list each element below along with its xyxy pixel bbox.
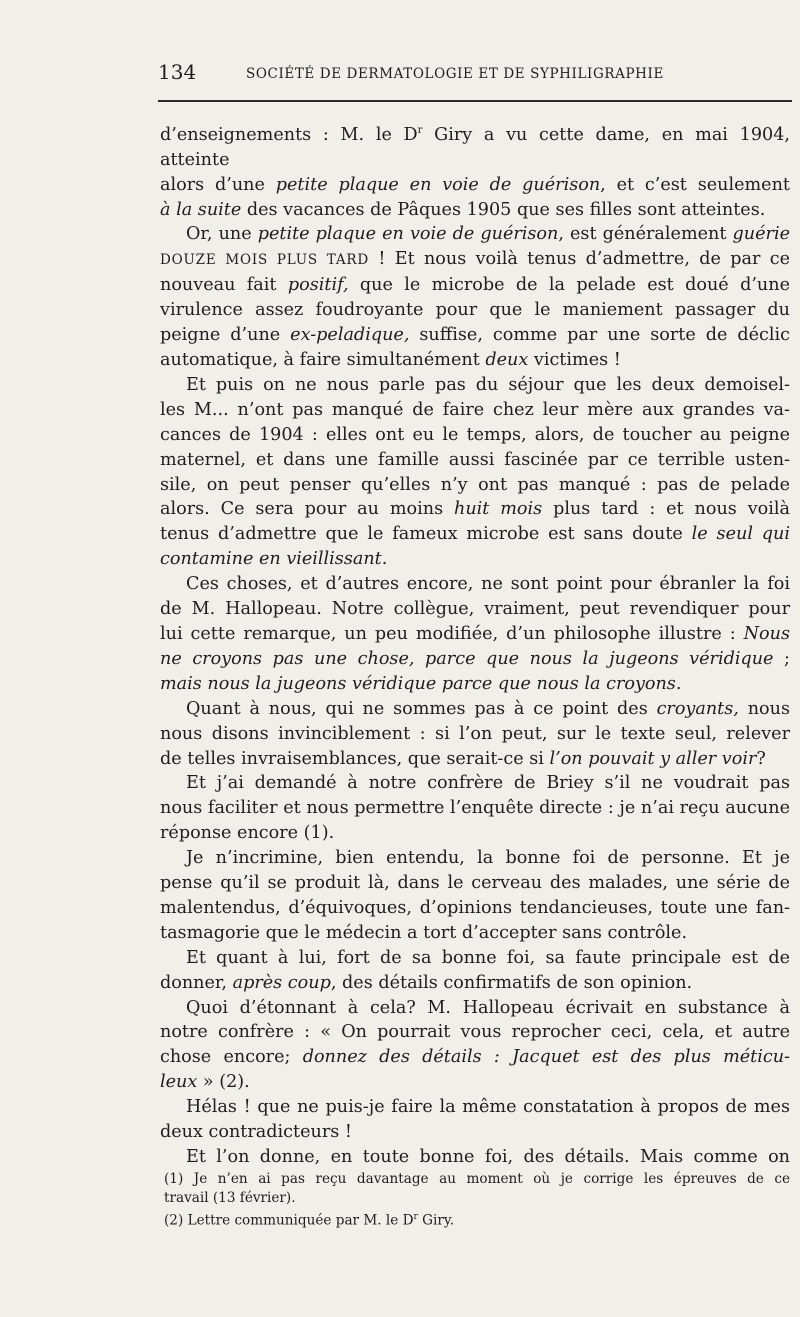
text-line: Ces choses, et d’autres encore, ne sont point pour ébranler la foi — [186, 574, 790, 595]
text-line: nous faciliter et nous permettre l’enquête directe : je n’ai reçu aucune — [160, 798, 790, 819]
text-line: d’enseignements : M. le $D^r$ Giry a vu cette dame, en mai 1904, atteinte — [160, 124, 790, 170]
text-line: Hélas ! que ne puis-je faire la même constatation à propos de mes — [186, 1097, 790, 1118]
text-line: lui cette remarque, un peu modifiée, d’un philosophe illustre : Nous — [160, 623, 790, 644]
text-line: automatique, à faire simultanément deux victimes ! — [160, 350, 621, 371]
text-line: tasmagorie que le médecin a tort d’accepter sans contrôle. — [160, 922, 688, 943]
text-line: nous disons invinciblement : si l’on peut, sur le texte seul, relever — [160, 723, 790, 744]
text-line: contamine en vieillissant. — [160, 549, 388, 570]
text-line: alors d’une petite plaque en voie de guérison, et c’est seulement — [160, 174, 790, 195]
text-line: Et j’ai demandé à notre confrère de Briey s’il ne voudrait pas — [186, 773, 790, 794]
text-line: mais nous la jugeons véridique parce que nous la croyons. — [160, 673, 682, 694]
text-line: Et l’on donne, en toute bonne foi, des détails. Mais comme on — [186, 1147, 790, 1168]
running-header — [158, 60, 790, 90]
text-line: Et quant à lui, fort de sa bonne foi, sa faute principale est de — [186, 947, 790, 968]
text-line: Et puis on ne nous parle pas du séjour que les deux demoisel- — [186, 374, 790, 395]
text-line: cances de 1904 : elles ont eu le temps, alors, de toucher au peigne — [160, 424, 790, 445]
text-line: Quant à nous, qui ne sommes pas à ce point des croyants, nous — [186, 698, 790, 719]
body-text — [160, 119, 790, 1170]
text-line: réponse encore (1). — [160, 823, 335, 844]
footnotes — [164, 1170, 790, 1230]
text-line: notre confrère : « On pourrait vous reprocher ceci, cela, et autre — [160, 1022, 790, 1043]
text-line: pense qu’il se produit là, dans le cerveau des malades, une série de — [160, 873, 790, 894]
text-line: alors. Ce sera pour au moins huit mois plus tard : et nous voilà — [160, 499, 790, 520]
text-line: chose encore; donnez des détails : Jacquet est des plus méticu- — [160, 1047, 790, 1068]
text-line: Quoi d’étonnant à cela? M. Hallopeau écrivait en substance à — [186, 997, 790, 1018]
text-line: de M. Hallopeau. Notre collègue, vraiment, peut revendiquer pour — [160, 599, 790, 620]
text-line: tenus d’admettre que le fameux microbe est sans doute le seul qui — [160, 524, 791, 545]
text-line: nouveau fait positif, que le microbe de la pelade est doué d’une — [160, 275, 790, 296]
text-line: peigne d’une ex-peladique, suffise, comme par une sorte de déclic — [160, 325, 790, 346]
text-line: deux contradicteurs ! — [160, 1122, 352, 1143]
running-title: SOCIÉTÉ DE DERMATOLOGIE ET DE SYPHILIGRAPHIE — [246, 66, 664, 82]
text-line: Or, une petite plaque en voie de guérison, est généralement guérie — [186, 224, 790, 245]
text-line: ne croyons pas une chose, parce que nous la jugeons véridique ; — [160, 648, 790, 669]
text-line: à la suite des vacances de Pâques 1905 que ses filles sont atteintes. — [160, 199, 766, 220]
header-rule — [158, 100, 792, 102]
text-line: donner, après coup, des détails confirmatifs de son opinion. — [160, 972, 693, 993]
footnote-1: (1) Je n’en ai pas reçu davantage au moment où je corrige les épreuves de ce travail (13 février). — [164, 1171, 790, 1206]
text-line: Je n’incrimine, bien entendu, la bonne foi de personne. Et je — [186, 848, 790, 869]
text-line: DOUZE MOIS PLUS TARD ! Et nous voilà tenus d’admettre, de par ce — [160, 249, 791, 270]
text-line: les M... n’ont pas manqué de faire chez leur mère aux grandes va- — [160, 399, 790, 420]
page-number: 134 — [158, 60, 197, 84]
text-line: malentendus, d’équivoques, d’opinions tendancieuses, toute une fan- — [160, 897, 790, 918]
text-line: maternel, et dans une famille aussi fascinée par ce terrible usten- — [160, 449, 790, 470]
text-line: leux » (2). — [160, 1072, 250, 1093]
text-line: sile, on peut penser qu’elles n’y ont pas manqué : pas de pelade — [160, 474, 790, 495]
text-line: de telles invraisemblances, que serait-ce si l’on pouvait y aller voir? — [160, 748, 766, 769]
footnote-2: (2) Lettre communiquée par M. le $D^r$ Giry. — [164, 1211, 455, 1229]
text-line: virulence assez foudroyante pour que le maniement passager du — [160, 300, 790, 321]
